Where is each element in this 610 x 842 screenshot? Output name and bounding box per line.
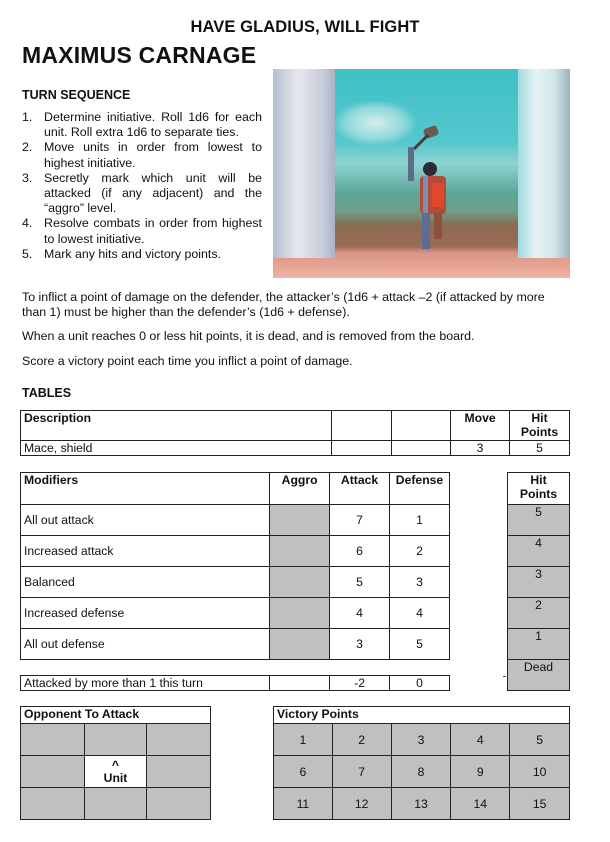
unit-name: MAXIMUS CARNAGE [22, 42, 257, 68]
aggro-mark-cell[interactable] [270, 505, 330, 536]
aggro-mark-cell[interactable] [270, 536, 330, 567]
hit-point-box[interactable]: 3 [508, 567, 570, 598]
unit-center-cell [84, 756, 147, 788]
defense-header: Defense [390, 473, 450, 505]
game-title: HAVE GLADIUS, WILL FIGHT [190, 18, 420, 36]
direction-cell-n[interactable] [84, 724, 147, 756]
multi-attack-table [20, 675, 450, 691]
multi-attack-label: Attacked by more than 1 this turn [21, 676, 270, 691]
description-table [20, 410, 570, 456]
description-header-row [21, 411, 570, 441]
death-rule: When a unit reaches 0 or less hit points, it is dead, and is removed from the board. [22, 329, 475, 343]
modifier-row [21, 505, 450, 536]
blank-header [332, 411, 392, 441]
hit-point-box[interactable]: 1 [508, 629, 570, 660]
hit-point-track-header: Hit Points [508, 473, 570, 505]
defense-penalty: 0 [390, 676, 450, 691]
modifier-row [21, 598, 450, 629]
turn-step: 4. Resolve combats in order from highest to lowest initiative. [22, 216, 262, 246]
opponent-to-attack-grid [20, 706, 211, 820]
photo-left-pillar [273, 69, 335, 259]
modifier-row [21, 536, 450, 567]
aggro-mark-cell[interactable] [270, 567, 330, 598]
unit-label: Unit [103, 770, 128, 785]
damage-rule: To inflict a point of damage on the defender, the attacker’s (1d6 + attack –2 (if attacked by more than 1) must be higher than the defender’s (1d6 + defense). [22, 290, 545, 319]
photo-right-pillar [518, 69, 570, 264]
victory-point-box[interactable]: 15 [510, 788, 570, 820]
defense-value: 2 [390, 536, 450, 567]
blank-cell [332, 441, 392, 456]
weapon-description: Mace, shield [21, 441, 332, 456]
tables-heading: TABLES [22, 386, 72, 400]
hit-point-box[interactable]: 4 [508, 536, 570, 567]
photo-floor [273, 258, 570, 278]
victory-point-box[interactable]: 7 [332, 756, 391, 788]
direction-cell-sw[interactable] [21, 788, 85, 820]
dead-box[interactable]: Dead [508, 660, 570, 691]
direction-cell-ne[interactable] [147, 724, 211, 756]
attack-value: 7 [330, 505, 390, 536]
attack-value: 3 [330, 629, 390, 660]
victory-point-box[interactable]: 13 [391, 788, 451, 820]
turn-step: 3. Secretly mark which unit will be attacked (if any adjacent) and the “aggro” level. [22, 170, 262, 216]
victory-point-box[interactable]: 3 [391, 724, 451, 756]
victory-point-box[interactable]: 10 [510, 756, 570, 788]
modifier-name: Increased attack [21, 536, 270, 567]
description-header: Description [21, 411, 332, 441]
gladiator-photo [273, 69, 570, 278]
direction-cell-se[interactable] [147, 788, 211, 820]
modifier-row [21, 567, 450, 598]
defense-value: 5 [390, 629, 450, 660]
hit-point-box[interactable]: 5 [508, 505, 570, 536]
move-value: 3 [451, 441, 510, 456]
attack-header: Attack [330, 473, 390, 505]
hit-points-header: Hit Points [510, 411, 570, 441]
victory-point-box[interactable]: 11 [274, 788, 333, 820]
modifiers-table [20, 472, 450, 660]
victory-point-box[interactable]: 14 [451, 788, 510, 820]
modifier-name: Balanced [21, 567, 270, 598]
victory-point-box[interactable]: 4 [451, 724, 510, 756]
attack-penalty: -2 [330, 676, 390, 691]
hit-point-track-header-row [508, 473, 570, 505]
aggro-mark-cell[interactable] [270, 598, 330, 629]
attack-value: 6 [330, 536, 390, 567]
direction-cell-nw[interactable] [21, 724, 85, 756]
victory-point-box[interactable]: 8 [391, 756, 451, 788]
blank-header [392, 411, 451, 441]
defense-value: 3 [390, 567, 450, 598]
defense-value: 1 [390, 505, 450, 536]
victory-points-grid [273, 706, 570, 820]
photo-cloud [335, 101, 415, 145]
hit-points-value: 5 [510, 441, 570, 456]
turn-step: 5. Mark any hits and victory points. [22, 246, 221, 261]
move-header: Move [451, 411, 510, 441]
aggro-blank-cell [270, 676, 330, 691]
victory-point-box[interactable]: 5 [510, 724, 570, 756]
victory-point-box[interactable]: 9 [451, 756, 510, 788]
modifier-name: All out defense [21, 629, 270, 660]
attack-value: 5 [330, 567, 390, 598]
attack-value: 4 [330, 598, 390, 629]
modifiers-header-row [21, 473, 450, 505]
aggro-mark-cell[interactable] [270, 629, 330, 660]
victory-points-header: Victory Points [274, 707, 570, 724]
turn-step: 1. Determine initiative. Roll 1d6 for each unit. Roll extra 1d6 to separate ties. [22, 110, 262, 140]
victory-point-box[interactable]: 12 [332, 788, 391, 820]
direction-cell-s[interactable] [84, 788, 147, 820]
modifiers-header: Modifiers [21, 473, 270, 505]
multi-attack-row [21, 676, 450, 691]
turn-sequence-heading: TURN SEQUENCE [22, 88, 131, 102]
defense-value: 4 [390, 598, 450, 629]
turn-sequence-list [22, 110, 262, 262]
modifier-row [21, 629, 450, 660]
gladiator-figure-icon [406, 121, 466, 261]
direction-cell-e[interactable] [147, 756, 211, 788]
opponent-to-attack-header: Opponent To Attack [21, 707, 211, 724]
direction-cell-w[interactable] [21, 756, 85, 788]
divider-tick [503, 676, 506, 677]
modifier-name: All out attack [21, 505, 270, 536]
blank-cell [392, 441, 451, 456]
victory-rule: Score a victory point each time you inflict a point of damage. [22, 354, 353, 368]
hit-point-box[interactable]: 2 [508, 598, 570, 629]
victory-point-box[interactable]: 2 [332, 724, 391, 756]
victory-point-box[interactable]: 1 [274, 724, 333, 756]
facing-arrow-icon: ^ [111, 757, 120, 772]
modifier-name: Increased defense [21, 598, 270, 629]
description-row [21, 441, 570, 456]
victory-point-box[interactable]: 6 [274, 756, 333, 788]
hit-point-track [507, 472, 570, 691]
aggro-header: Aggro [270, 473, 330, 505]
turn-step: 2. Move units in order from lowest to highest initiative. [22, 140, 262, 170]
